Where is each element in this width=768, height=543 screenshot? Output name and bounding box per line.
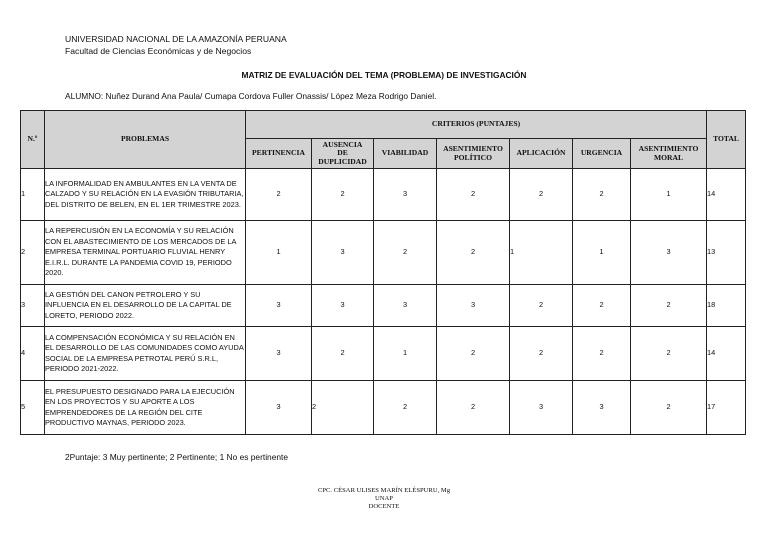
score-cell: 3 <box>510 381 573 435</box>
problem-text: LA INFORMALIDAD EN AMBULANTES EN LA VENTA DE CALZADO Y SU RELACIÓN EN LA EVASIÓN TRIBUTARIA, DEL DISTRITO DE BELEN, EN EL 1ER TRIMESTRE 2023. <box>45 169 246 221</box>
score-cell: 3 <box>374 169 437 221</box>
score-cell: 2 <box>312 169 374 221</box>
total-header: TOTAL <box>707 111 746 169</box>
score-cell: 1 <box>510 221 573 285</box>
table-row <box>21 381 746 435</box>
problem-text: LA REPERCUSIÓN EN LA ECONOMÍA Y SU RELACIÓN CON EL ABASTECIMIENTO DE LOS MERCADOS DE LA EMPRESA TERMINAL PORTUARIO FLUVIAL HENRY E.I.R.L. DURANTE LA PANDEMIA COVID 19, PERIODO 2020. <box>45 221 246 285</box>
score-cell: 2 <box>437 327 510 381</box>
score-cell: 3 <box>631 221 707 285</box>
score-cell: 1 <box>246 221 312 285</box>
student-line: ALUMNO: Nuñez Durand Ana Paula/ Cumapa Cordova Fuller Onassis/ López Meza Rodrigo Daniel. <box>65 91 437 101</box>
score-cell: 2 <box>573 285 631 327</box>
score-cell: 2 <box>510 169 573 221</box>
criterion-header: PERTINENCIA <box>246 139 312 169</box>
row-number: 5 <box>21 381 45 435</box>
score-cell: 2 <box>631 381 707 435</box>
university-name: UNIVERSIDAD NACIONAL DE LA AMAZONÍA PERUANA <box>65 34 287 44</box>
row-number: 4 <box>21 327 45 381</box>
score-cell: 2 <box>374 221 437 285</box>
score-cell: 2 <box>374 381 437 435</box>
criterion-header: VIABILIDAD <box>374 139 437 169</box>
score-cell: 2 <box>510 285 573 327</box>
table-row <box>21 221 746 285</box>
score-cell: 2 <box>573 169 631 221</box>
score-cell: 1 <box>573 221 631 285</box>
problem-text: LA COMPENSACIÓN ECONÓMICA Y SU RELACIÓN EN EL DESARROLLO DE LAS COMUNIDADES COMO AYUDA SOCIAL DE LA EMPRESA PETROTAL PERÚ S.R.L, PERIODO 2021-2022. <box>45 327 246 381</box>
document-header <box>65 33 287 57</box>
number-header: N.º <box>21 111 45 169</box>
row-number: 2 <box>21 221 45 285</box>
document-title: MATRIZ DE EVALUACIÓN DEL TEMA (PROBLEMA) DE INVESTIGACIÓN <box>241 70 527 80</box>
score-cell: 2 <box>437 381 510 435</box>
score-cell: 3 <box>573 381 631 435</box>
score-cell: 2 <box>631 285 707 327</box>
score-cell: 3 <box>437 285 510 327</box>
scoring-note: 2Puntaje: 3 Muy pertinente; 2 Pertinente; 1 No es pertinente <box>65 452 289 462</box>
score-cell: 2 <box>510 327 573 381</box>
criterion-header: AUSENCIA DE DUPLICIDAD <box>312 139 374 169</box>
criterion-header: URGENCIA <box>573 139 631 169</box>
row-number: 3 <box>21 285 45 327</box>
score-cell: 2 <box>246 169 312 221</box>
criterion-header: APLICACIÓN <box>510 139 573 169</box>
table-row <box>21 327 746 381</box>
criterion-header: ASENTIMIENTO MORAL <box>631 139 707 169</box>
table-row <box>21 285 746 327</box>
table-row <box>21 169 746 221</box>
score-cell: 2 <box>437 169 510 221</box>
criterion-header: ASENTIMIENTO POLÍTICO <box>437 139 510 169</box>
score-cell: 2 <box>573 327 631 381</box>
signatory-name: CPC. CÉSAR ULISES MARÍN ELÉSPURU, Mg <box>317 487 451 494</box>
score-cell: 3 <box>246 381 312 435</box>
score-cell: 2 <box>437 221 510 285</box>
score-cell: 2 <box>631 327 707 381</box>
signature-block <box>0 487 768 512</box>
faculty-name: Facultad de Ciencias Económicas y de Negocios <box>65 46 252 56</box>
problems-header: PROBLEMAS <box>45 111 246 169</box>
total-cell: 17 <box>707 381 746 435</box>
criteria-header: CRITERIOS (PUNTAJES) <box>246 111 707 139</box>
score-cell: 2 <box>312 381 374 435</box>
score-cell: 3 <box>246 327 312 381</box>
signatory-institution: UNAP <box>375 495 393 503</box>
evaluation-matrix <box>20 110 746 435</box>
total-cell: 13 <box>707 221 746 285</box>
score-cell: 2 <box>312 327 374 381</box>
total-cell: 18 <box>707 285 746 327</box>
score-cell: 3 <box>374 285 437 327</box>
problem-text: LA GESTIÓN DEL CANON PETROLERO Y SU INFLUENCIA EN EL DESARROLLO DE LA CAPITAL DE LORETO, PERIODO 2022. <box>45 285 246 327</box>
score-cell: 1 <box>374 327 437 381</box>
total-cell: 14 <box>707 169 746 221</box>
score-cell: 3 <box>312 285 374 327</box>
signatory-role: DOCENTE <box>368 503 400 511</box>
row-number: 1 <box>21 169 45 221</box>
total-cell: 14 <box>707 327 746 381</box>
score-cell: 3 <box>312 221 374 285</box>
problem-text: EL PRESUPUESTO DESIGNADO PARA LA EJECUCIÓN EN LOS PROYECTOS Y SU APORTE A LOS EMPRENDEDORES DE LA REGIÓN DEL CITE PRODUCTIVO MAYNAS, PERIODO 2023. <box>45 381 246 435</box>
score-cell: 1 <box>631 169 707 221</box>
score-cell: 3 <box>246 285 312 327</box>
